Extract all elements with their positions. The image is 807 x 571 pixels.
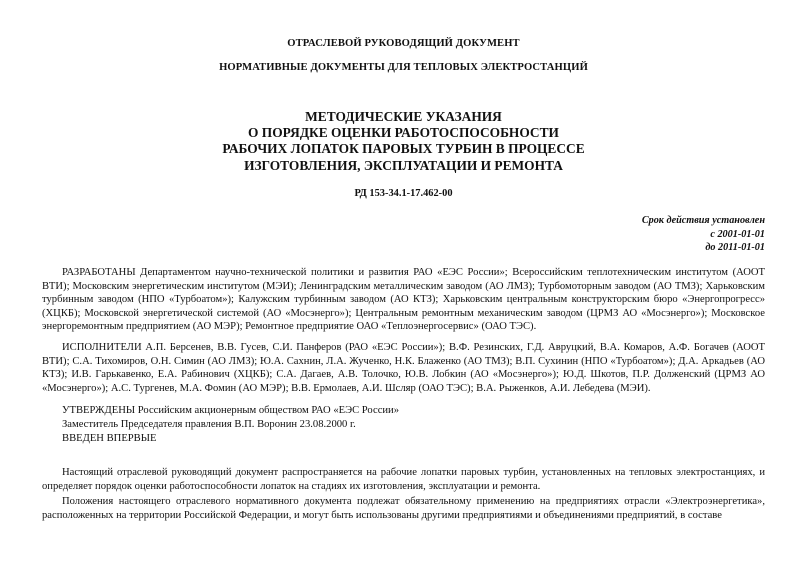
title-line: ИЗГОТОВЛЕНИЯ, ЭКСПЛУАТАЦИИ И РЕМОНТА [244,157,563,173]
intro-paragraph-applicability: Положения настоящего отраслевого нормативного документа подлежат обязательному применению на предприятиях отрасли «Электроэнергетика», расположенных на территории Российской Федерации, и могут быть использованы другими предприятиями и объединениями предприятий, в составе [42,496,765,521]
executors-paragraph: ИСПОЛНИТЕЛИ А.П. Берсенев, В.В. Гусев, С.И. Панферов (РАО «ЕЭС России»); В.Ф. Резинских, Г.Д. Авруцкий, В.А. Комаров, А.Ф. Богачев (АООТ ВТИ); С.А. Тихомиров, О.Н. Симин (АО ЛМЗ); Ю.А. Сахнин, Л.А. Жученко, Н.К. Блаженко (АО ТМЗ); В.П. Сухинин (НПО «Турбоатом»); Д.А. Аркадьев (АО КТЗ); И.В. Гарькавенко, Е.А. Рабинович (ХЦКБ); С.А. Дагаев, А.В. Толочко, Ю.В. Лобкин (АО «Мосэнерго»); Ю.Д. Шкотов, П.Р. Долженский (ЦРМЗ АО «Мосэнерго»); А.С. Тургенев, М.А. Фомин (АО МЭР); В.В. Ермолаев, А.И. Шсляр (ОАО ТЭС); В.А. Рыженков, А.И. Лебедева (МЭИ). [42,342,765,394]
title-line: О ПОРЯДКЕ ОЦЕНКИ РАБОТОСПОСОБНОСТИ [248,125,559,141]
document-code: РД 153-34.1-17.462-00 [354,188,453,199]
document-title [0,109,807,174]
validity-period [642,214,765,255]
approved-signatory: Заместитель Председателя правления В.П. Воронин 23.08.2000 г. [62,418,356,430]
intro-paragraph-scope: Настоящий отраслевой руководящий документ распространяется на рабочие лопатки паровых турбин, установленных на тепловых электростанциях, и определяет порядок оценки работоспособности лопаток на стадиях их изготовления, эксплуатации и ремонта. [42,467,765,492]
validity-to: до 2011-01-01 [705,242,765,254]
document-category-heading: ОТРАСЛЕВОЙ РУКОВОДЯЩИЙ ДОКУМЕНТ [287,38,520,49]
validity-from: с 2001-01-01 [710,228,765,240]
approved-by: УТВЕРЖДЕНЫ Российским акционерным обществом РАО «ЕЭС России» [62,405,400,416]
title-line: МЕТОДИЧЕСКИЕ УКАЗАНИЯ [305,109,502,124]
introduced-note: ВВЕДЕН ВПЕРВЫЕ [62,432,157,444]
approval-block [62,404,399,445]
validity-label: Срок действия установлен [641,215,765,226]
document-series-heading: НОРМАТИВНЫЕ ДОКУМЕНТЫ ДЛЯ ТЕПЛОВЫХ ЭЛЕКТРОСТАНЦИЙ [219,62,588,73]
title-line: РАБОЧИХ ЛОПАТОК ПАРОВЫХ ТУРБИН В ПРОЦЕССЕ [222,141,585,157]
developers-paragraph: РАЗРАБОТАНЫ Департаментом научно-технической политики и развития РАО «ЕЭС России»; Всероссийским теплотехническим институтом (АООТ ВТИ); Московским энергетическим институтом (МЭИ); Ленинградским металлическим заводом (АО ЛМЗ); Турбомоторным заводом (АО ТМЗ); Харьковским турбинным заводом (НПО «Турбоатом»); Калужским турбинным заводом (АО КТЗ); Харьковским центральным конструкторским бюро «Энергопрогресс» (ХЦКБ); Московской энергетической системой (АО «Мосэнерго»); Центральным ремонтным механическим заводом (ЦРМЗ АО «Мосэнерго»); Московское энергоремонтным предприятием (АО МЭР); Ремонтное предприятие ОАО «Теплоэнергосервис» (ОАО ТЭС). [42,267,765,333]
